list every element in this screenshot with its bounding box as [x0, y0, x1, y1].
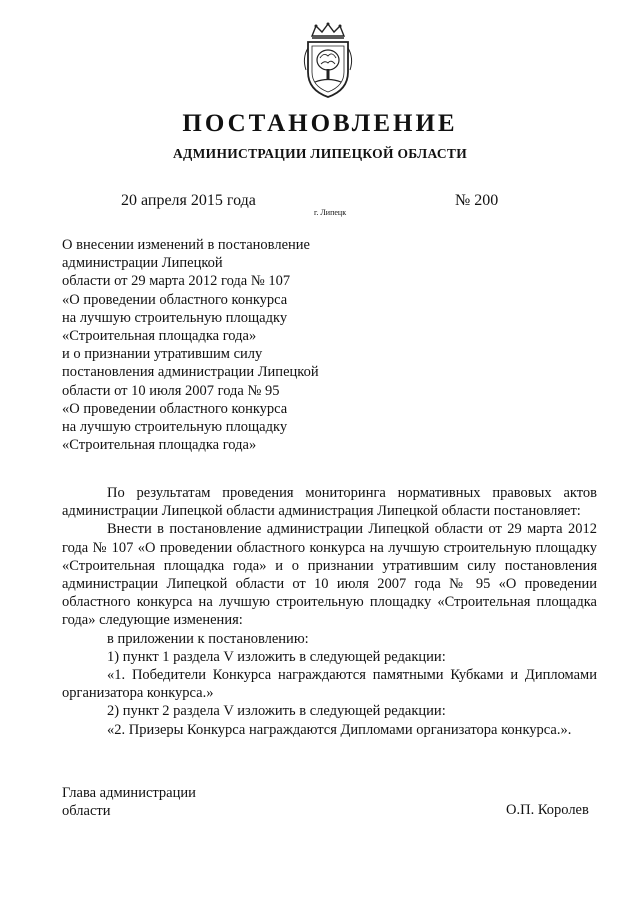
subject-line: постановления администрации Липецкой — [62, 364, 319, 381]
signature-title-line: области — [62, 803, 111, 820]
document-body — [62, 484, 597, 739]
document-title: ПОСТАНОВЛЕНИЕ — [182, 110, 458, 137]
body-paragraph: 1) пункт 1 раздела V изложить в следующей редакции: — [107, 648, 446, 665]
body-paragraph: «2. Призеры Конкурса награждаются Дипломами организатора конкурса.». — [107, 721, 572, 738]
subject-line: и о признании утратившим силу — [62, 346, 263, 363]
body-paragraph: «1. Победители Конкурса награждаются памятными Кубками и Дипломами организатора конкурса.» — [62, 667, 597, 702]
document-subtitle: АДМИНИСТРАЦИИ ЛИПЕЦКОЙ ОБЛАСТИ — [172, 146, 468, 161]
subject-line: «Строительная площадка года» — [62, 328, 257, 345]
subject-line: области от 29 марта 2012 года № 107 — [62, 273, 291, 290]
subject-line: О внесении изменений в постановление — [62, 237, 310, 253]
subject-line: администрации Липецкой — [62, 255, 223, 272]
document-city: г. Липецк — [314, 208, 347, 217]
document-number: № 200 — [455, 192, 499, 209]
body-paragraph: Внести в постановление администрации Липецкой области от 29 марта 2012 года № 107 «О проведении областного конкурса на лучшую строительную площадку «Строительная площадка года» и о признании утратившим силу постановления администрации Липецкой области от 10 июля 2007 года № 95 «О проведении областного конкурса на лучшую строительную площадку «Строительная площадка года» следующие изменения: — [62, 521, 597, 629]
body-paragraph: в приложении к постановлению: — [107, 630, 309, 647]
signature-title — [62, 784, 196, 820]
subject-line: «Строительная площадка года» — [62, 437, 257, 454]
body-paragraph: По результатам проведения мониторинга нормативных правовых актов администрации Липецкой области администрация Липецкой области постановляет: — [62, 485, 597, 520]
coat-of-arms-icon — [298, 22, 358, 100]
document-subject — [62, 236, 362, 454]
subject-line: «О проведении областного конкурса — [62, 291, 288, 308]
subject-line: области от 10 июля 2007 года № 95 — [62, 382, 280, 399]
signature-title-line: Глава администрации — [62, 785, 196, 801]
subject-line: на лучшую строительную площадку — [62, 419, 288, 436]
document-date: 20 апреля 2015 года — [121, 192, 256, 209]
subject-line: «О проведении областного конкурса — [62, 400, 288, 417]
body-paragraph: 2) пункт 2 раздела V изложить в следующей редакции: — [107, 703, 446, 720]
subject-line: на лучшую строительную площадку — [62, 309, 288, 326]
signature-name: О.П. Королев — [506, 802, 589, 818]
